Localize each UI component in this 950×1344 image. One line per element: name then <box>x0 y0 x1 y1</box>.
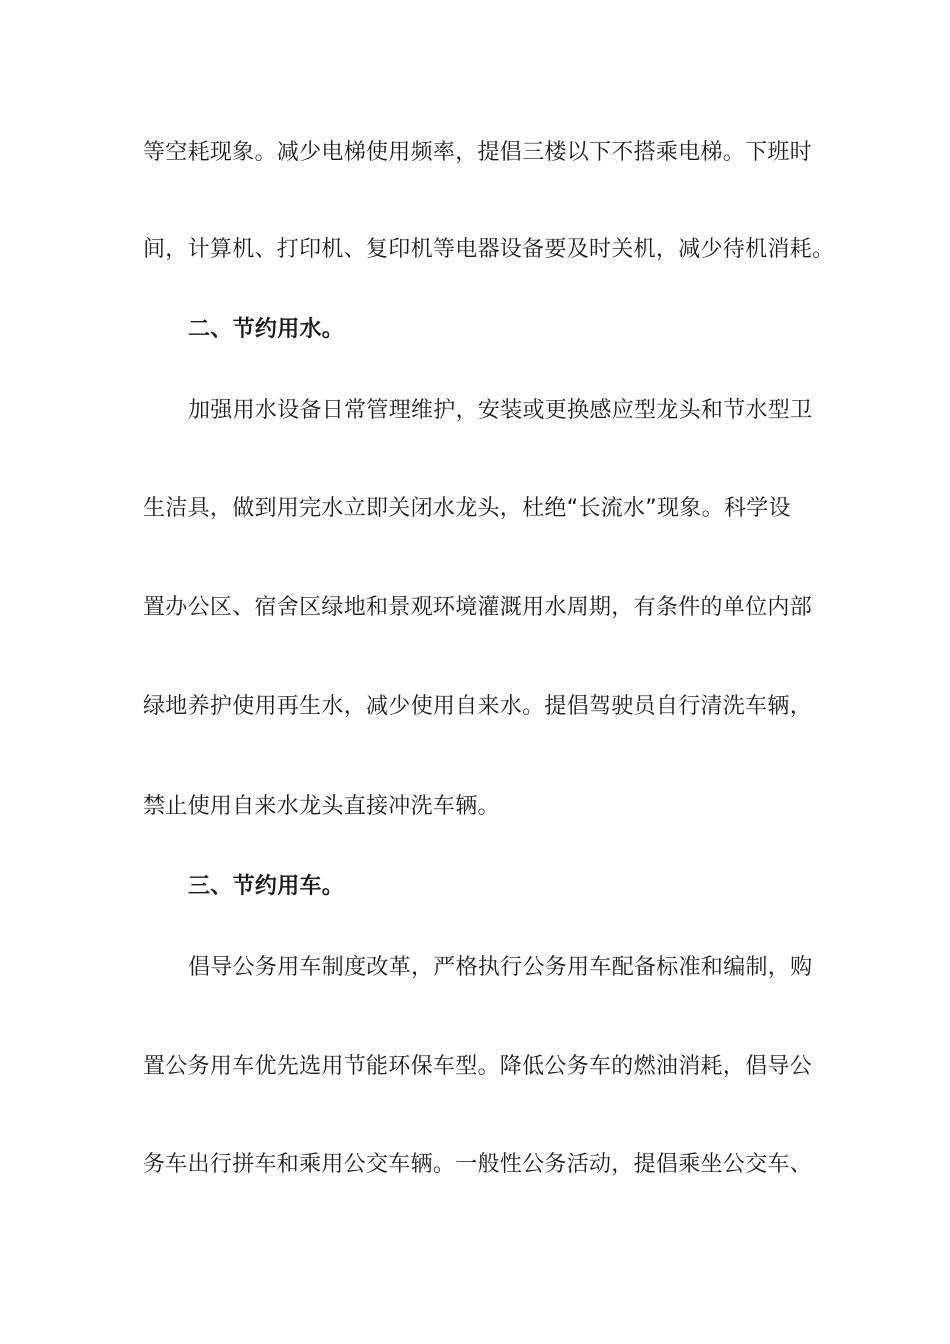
paragraph-line: 加强用水设备日常管理维护，安装或更换感应型龙头和节水型卫 <box>188 398 813 423</box>
paragraph-line: 生洁具，做到用完水立即关闭水龙头，杜绝“长流水”现象。科学设 <box>143 496 791 521</box>
section-heading-water: 二、节约用水。 <box>188 317 345 342</box>
paragraph-line: 置办公区、宿舍区绿地和景观环境灌溉用水周期，有条件的单位内部 <box>143 595 813 620</box>
paragraph-line: 绿地养护使用再生水，减少使用自来水。提倡驾驶员自行清洗车辆， <box>143 694 813 719</box>
paragraph-line: 禁止使用自来水龙头直接冲洗车辆。 <box>143 794 500 819</box>
section-heading-vehicle: 三、节约用车。 <box>188 874 345 899</box>
paragraph-line: 间，计算机、打印机、复印机等电器设备要及时关机，减少待机消耗。 <box>143 237 835 262</box>
paragraph-line: 置公务用车优先选用节能环保车型。降低公务车的燃油消耗，倡导公 <box>143 1054 813 1079</box>
paragraph-line: 倡导公务用车制度改革，严格执行公务用车配备标准和编制，购 <box>188 955 813 980</box>
paragraph-line: 务车出行拼车和乘用公交车辆。一般性公务活动，提倡乘坐公交车、 <box>143 1152 813 1177</box>
paragraph-line: 等空耗现象。减少电梯使用频率，提倡三楼以下不搭乘电梯。下班时 <box>143 140 813 165</box>
